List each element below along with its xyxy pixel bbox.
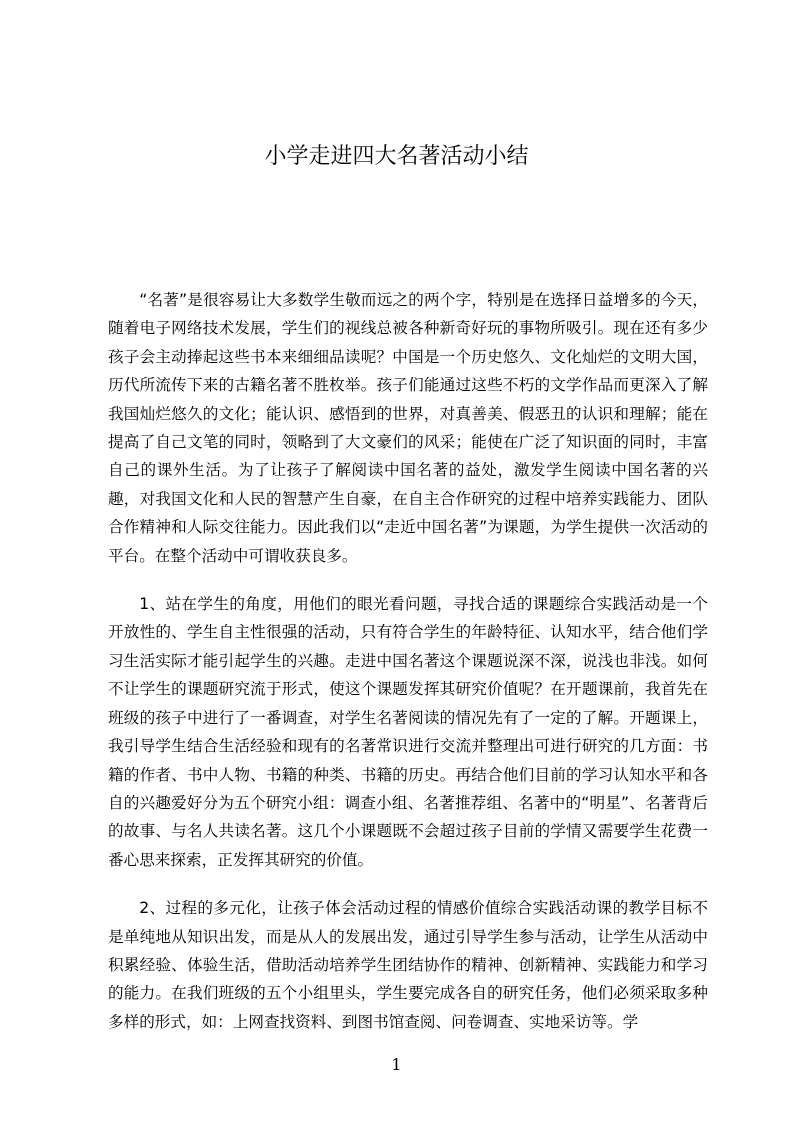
paragraph-section-1: 1、站在学生的角度，用他们的眼光看问题，寻找合适的课题综合实践活动是一个开放性的、学生自主性很强的活动，只有符合学生的年龄特征、认知水平，结合他们学习生活实际才能引起学生的兴趣。走进中国名著这个课题说深不深，说浅也非浅。如何不让学生的课题研究流于形式，使这个课题发挥其研究价值呢？在开题课前，我首先在班级的孩子中进行了一番调查，对学生名著阅读的情况先有了一定的了解。开题课上，我引导学生结合生活经验和现有的名著常识进行交流并整理出可进行研究的几方面：书籍的作者、书中人物、书籍的种类、书籍的历史。再结合他们目前的学习认知水平和各自的兴趣爱好分为五个研究小组：调查小组、名著推荐组、名著中的“明星”、名著背后的故事、与名人共读名著。这几个小课题既不会超过孩子目前的学情又需要学生花费一番心思来探索，正发挥其研究的价值。 (108, 595, 708, 869)
document-title: 小学走进四大名著活动小结 (264, 144, 529, 169)
paragraph-intro: “名著”是很容易让大多数学生敬而远之的两个字，特别是在选择日益增多的今天，随着电子网络技术发展，学生们的视线总被各种新奇好玩的事物所吸引。现在还有多少孩子会主动捧起这些书本来细细品读呢？中国是一个历史悠久、文化灿烂的文明大国，历代所流传下来的古籍名著不胜枚举。孩子们能通过这些不朽的文学作品而更深入了解我国灿烂悠久的文化；能认识、感悟到的世界，对真善美、假恶丑的认识和理解；能在提高了自己文笔的同时，领略到了大文豪们的风采；能使在广泛了知识面的同时，丰富自己的课外生活。为了让孩子了解阅读中国名著的益处，激发学生阅读中国名著的兴趣，对我国文化和人民的智慧产生自豪，在自主合作研究的过程中培养实践能力、团队合作精神和人际交往能力。因此我们以“走近中国名著”为课题，为学生提供一次活动的平台。在整个活动中可谓收获良多。 (108, 291, 708, 565)
document-body (108, 286, 708, 1036)
paragraph-section-2: 2、过程的多元化，让孩子体会活动过程的情感价值综合实践活动课的教学目标不是单纯地从知识出发，而是从人的发展出发，通过引导学生参与活动，让学生从活动中积累经验、体验生活，借助活动培养学生团结协作的精神、创新精神、实践能力和学习的能力。在我们班级的五个小组里头，学生要完成各自的研究任务，他们必须采取多种多样的形式，如：上网查找资料、到图书馆查阅、问卷调查、实地采访等。学 (108, 899, 708, 1031)
page-number: 1 (391, 1055, 402, 1074)
